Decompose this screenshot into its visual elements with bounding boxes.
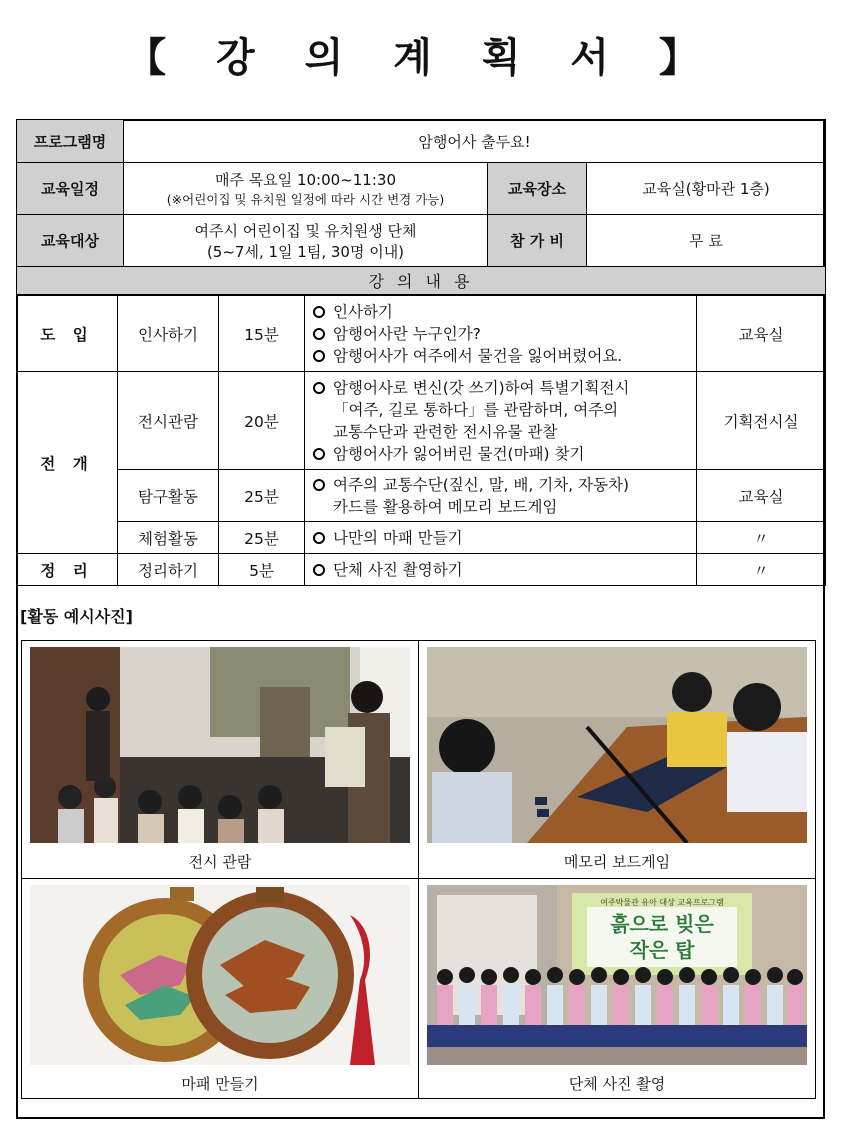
program-label: 프로그램명 (17, 120, 124, 163)
banner-top-text: 여주박물관 유아 대상 교육프로그램 (600, 898, 724, 907)
activity-cell: 탐구활동 (118, 470, 219, 522)
place-cell: 〃 (697, 522, 826, 554)
stage-wrapup: 정 리 (17, 554, 118, 586)
time-cell: 25분 (219, 522, 305, 554)
activity-cell: 정리하기 (118, 554, 219, 586)
banner-line2-text: 작은 탑 (629, 938, 695, 962)
mapae-photo (30, 885, 410, 1065)
boardgame-photo (427, 647, 807, 843)
desc-cell (305, 554, 697, 586)
list-item: 암행어사로 변신(갓 쓰기)하여 특별기획전시 (311, 377, 690, 399)
activity-cell: 전시관람 (118, 372, 219, 470)
place-cell: 교육실 (697, 470, 826, 522)
stage-intro: 도 입 (17, 296, 118, 372)
time-cell: 5분 (219, 554, 305, 586)
document-title: 【 강 의 계 획 서 】 (126, 35, 717, 81)
schedule-line1: 매주 목요일 10:00~11:30 (214, 171, 396, 189)
list-item: 나만의 마패 만들기 (311, 527, 690, 549)
time-cell: 15분 (219, 296, 305, 372)
group-photo (427, 885, 807, 1065)
list-item: 여주의 교통수단(짚신, 말, 배, 기차, 자동차) (311, 474, 690, 496)
place-label: 교육장소 (488, 163, 587, 215)
target-value (124, 215, 488, 267)
banner-line1-text: 흙으로 빚은 (610, 912, 714, 936)
fee-value: 무 료 (587, 215, 826, 267)
target-label: 교육대상 (17, 215, 124, 267)
photo-cell-mapae (22, 879, 419, 1099)
list-item-continuation: 교통수단과 관련한 전시유물 관찰 (333, 422, 558, 441)
place-cell: 교육실 (697, 296, 826, 372)
time-cell: 25분 (219, 470, 305, 522)
activity-cell: 체험활동 (118, 522, 219, 554)
schedule-value (124, 163, 488, 215)
list-item: 암행어사가 여주에서 물건을 잃어버렸어요. (311, 345, 690, 367)
photo-section-label: [활동 예시사진] (20, 607, 133, 626)
list-item-continuation: 「여주, 길로 통하다」를 관람하며, 여주의 (333, 400, 619, 419)
target-line2: (5~7세, 1일 1팀, 30명 이내) (206, 242, 405, 261)
caption-group: 단체 사진 촬영 (568, 1075, 666, 1093)
table-row (17, 470, 826, 522)
list-item: 암행어사란 누구인가? (311, 323, 690, 345)
content-header: 강 의 내 용 (17, 267, 826, 295)
caption-boardgame: 메모리 보드게임 (563, 853, 671, 871)
program-value: 암행어사 출두요! (124, 120, 826, 163)
list-item: 암행어사가 잃어버린 물건(마패) 찾기 (311, 443, 690, 465)
place-cell: 〃 (697, 554, 826, 586)
content-table (16, 295, 826, 586)
desc-cell (305, 372, 697, 470)
desc-cell (305, 522, 697, 554)
desc-cell (305, 470, 697, 522)
photo-cell-boardgame (419, 641, 816, 879)
list-item-continuation: 카드를 활용하여 메모리 보드게임 (333, 497, 558, 516)
caption-exhibition: 전시 관람 (188, 853, 252, 871)
list-item: 단체 사진 촬영하기 (311, 559, 690, 581)
schedule-line2: (※어린이집 및 유치원 일정에 따라 시간 변경 가능) (166, 192, 445, 207)
stage-development: 전 개 (17, 372, 118, 554)
desc-cell (305, 296, 697, 372)
activity-cell: 인사하기 (118, 296, 219, 372)
fee-label: 참 가 비 (488, 215, 587, 267)
table-row (17, 522, 826, 554)
time-cell: 20분 (219, 372, 305, 470)
table-row (17, 296, 826, 372)
target-line1: 여주시 어린이집 및 유치원생 단체 (194, 221, 417, 240)
list-item: 인사하기 (311, 301, 690, 323)
place-value: 교육실(황마관 1층) (587, 163, 826, 215)
table-row (17, 372, 826, 470)
exhibition-photo (30, 647, 410, 843)
photo-cell-group (419, 879, 816, 1099)
photo-grid (21, 640, 816, 1099)
schedule-label: 교육일정 (17, 163, 124, 215)
info-table (16, 119, 826, 295)
table-row (17, 554, 826, 586)
place-cell: 기획전시실 (697, 372, 826, 470)
caption-mapae: 마패 만들기 (181, 1075, 259, 1093)
photo-cell-exhibition (22, 641, 419, 879)
